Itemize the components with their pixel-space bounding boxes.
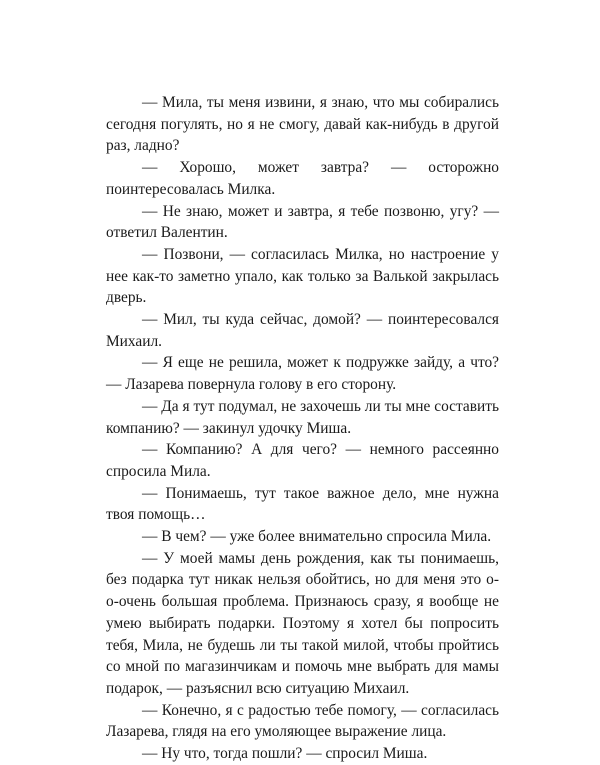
paragraph: — У моей мамы день рождения, как ты понимаешь, без подарка тут никак нельзя обойтись, но для меня это о-о-очень большая проблема. Признаюсь сразу, я вообще не умею выбирать подарки. Поэтому я хотел бы попросить тебя, Мила, не будешь ли ты такой милой, чтобы пройтись со мной по магазинчикам и помочь мне выбрать для мамы подарок, — разъяснил всю ситуацию Михаил.: [106, 549, 499, 697]
paragraph: — Мила, ты меня извини, я знаю, что мы собирались сегодня погулять, но я не смогу, давай как-нибудь в другой раз, ладно?: [106, 94, 499, 155]
paragraph: — Ну что, тогда пошли? — спросил Миша.: [142, 745, 428, 763]
paragraph: — В чем? — уже более внимательно спросила Мила.: [142, 528, 492, 546]
paragraph: — Да я тут подумал, не захочешь ли ты мне составить компанию? — закинул удочку Миша.: [106, 397, 499, 437]
paragraph: — Хорошо, может завтра? — осторожно поинтересовалась Милка.: [106, 159, 499, 198]
paragraph: — Конечно, я с радостью тебе помогу, — согласилась Лазарева, глядя на его умоляющее выражение лица.: [106, 701, 499, 741]
page-text: [106, 92, 499, 765]
paragraph: — Понимаешь, тут такое важное дело, мне нужна твоя помощь…: [106, 484, 499, 524]
paragraph: — Я еще не решила, может к подружке зайду, а что? — Лазарева повернула голову в его сторону.: [106, 354, 499, 394]
paragraph: — Мил, ты куда сейчас, домой? — поинтересовался Михаил.: [106, 311, 499, 350]
paragraph: — Позвони, — согласилась Милка, но настроение у нее как-то заметно упало, как только за Валькой закрылась дверь.: [106, 245, 499, 307]
paragraph: — Компанию? А для чего? — немного рассеянно спросила Мила.: [106, 441, 499, 480]
paragraph: — Не знаю, может и завтра, я тебе позвоню, угу? — ответил Валентин.: [106, 202, 499, 242]
